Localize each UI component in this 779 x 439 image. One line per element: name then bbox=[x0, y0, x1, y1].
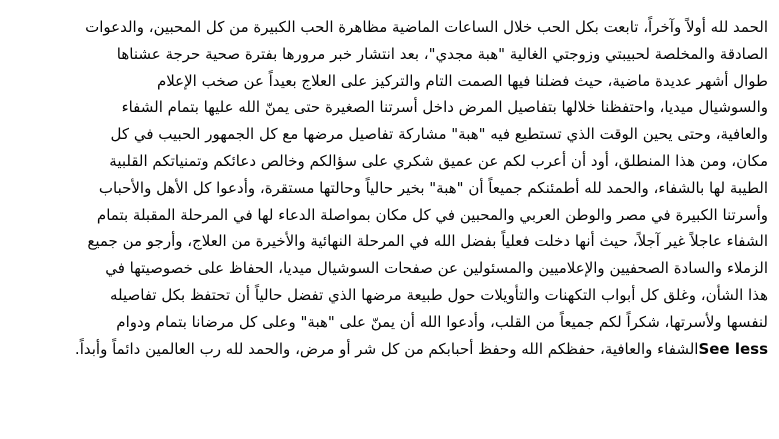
post-text-line: الصادقة والمخلصة لحبيبتي وزوجتي الغالية "هبة مجدي"، بعد انتشار خبر مرورها بفترة صحية حرجة عشناها bbox=[116, 44, 768, 63]
post-text-line: طوال أشهر عديدة ماضية، حيث فضلنا فيها الصمت التام والتركيز على العلاج بعيداً عن صخب الإعلام bbox=[156, 71, 768, 90]
post-text bbox=[10, 14, 768, 362]
post-container bbox=[10, 0, 768, 439]
post-text-line: الحمد لله أولاً وآخراً، تابعت بكل الحب خلال الساعات الماضية مظاهرة الحب الكبيرة من كل المحبين، والدعوات bbox=[85, 18, 768, 36]
post-text-line: وأسرتنا الكبيرة في مصر والوطن العربي والمحبين في كل مكان بمواصلة الدعاء لها في المرحلة المقبلة بتمام bbox=[96, 205, 768, 224]
post-text-last-line bbox=[10, 336, 768, 363]
post-text-line: والسوشيال ميديا، واحتفظنا خلالها بتفاصيل المرض داخل أسرتنا الصغيرة حتى يمنّ الله عليها بتمام الشفاء bbox=[121, 98, 768, 117]
post-text-line: الشفاء عاجلاً غير آجلاً، حيث أنها دخلت فعلياً بفضل الله في المرحلة النهائية والأخيرة من العلاج، وأرجو من جميع bbox=[87, 232, 768, 251]
post-text-line: والعافية، وحتى يحين الوقت الذي تستطيع فيه "هبة" مشاركة تفاصيل مرضها مع كل الجمهور الحبيب في كل bbox=[110, 125, 768, 144]
post-text-line: الطيبة لها بالشفاء، والحمد لله أطمئنكم جميعاً أن "هبة" بخير حالياً وحالتها مستقرة، وأدعوا كل الأهل والأحباب bbox=[98, 178, 768, 197]
post-text-line: مكان، ومن هذا المنطلق، أود أن أعرب لكم عن عميق شكري على سؤالكم وخالص دعائكم وتمنياتكم القلبية bbox=[109, 151, 768, 170]
post-text-line: هذا الشأن، وغلق كل أبواب التكهنات والتأويلات حول طبيعة مرضها الذي تفضل حالياً أن تحتفظ بكل تفاصيله bbox=[109, 285, 768, 304]
see-less-link[interactable]: See less bbox=[698, 339, 768, 358]
post-text-line: لنفسها ولأسرتها، شكراً لكم جميعاً من القلب، وأدعوا الله أن يمنّ على "هبة" وعلى كل مرضانا بتمام ودوام bbox=[116, 312, 768, 331]
post-text-line: الشفاء والعافية، حفظكم الله وحفظ أحبابكم من كل شر أو مرض، والحمد لله رب العالمين دائماً وأبداً. bbox=[74, 339, 699, 358]
post-text-line: الزملاء والسادة الصحفيين والإعلاميين والمسئولين عن صفحات السوشيال ميديا، الحفاظ على خصوصيتها في bbox=[105, 259, 768, 278]
